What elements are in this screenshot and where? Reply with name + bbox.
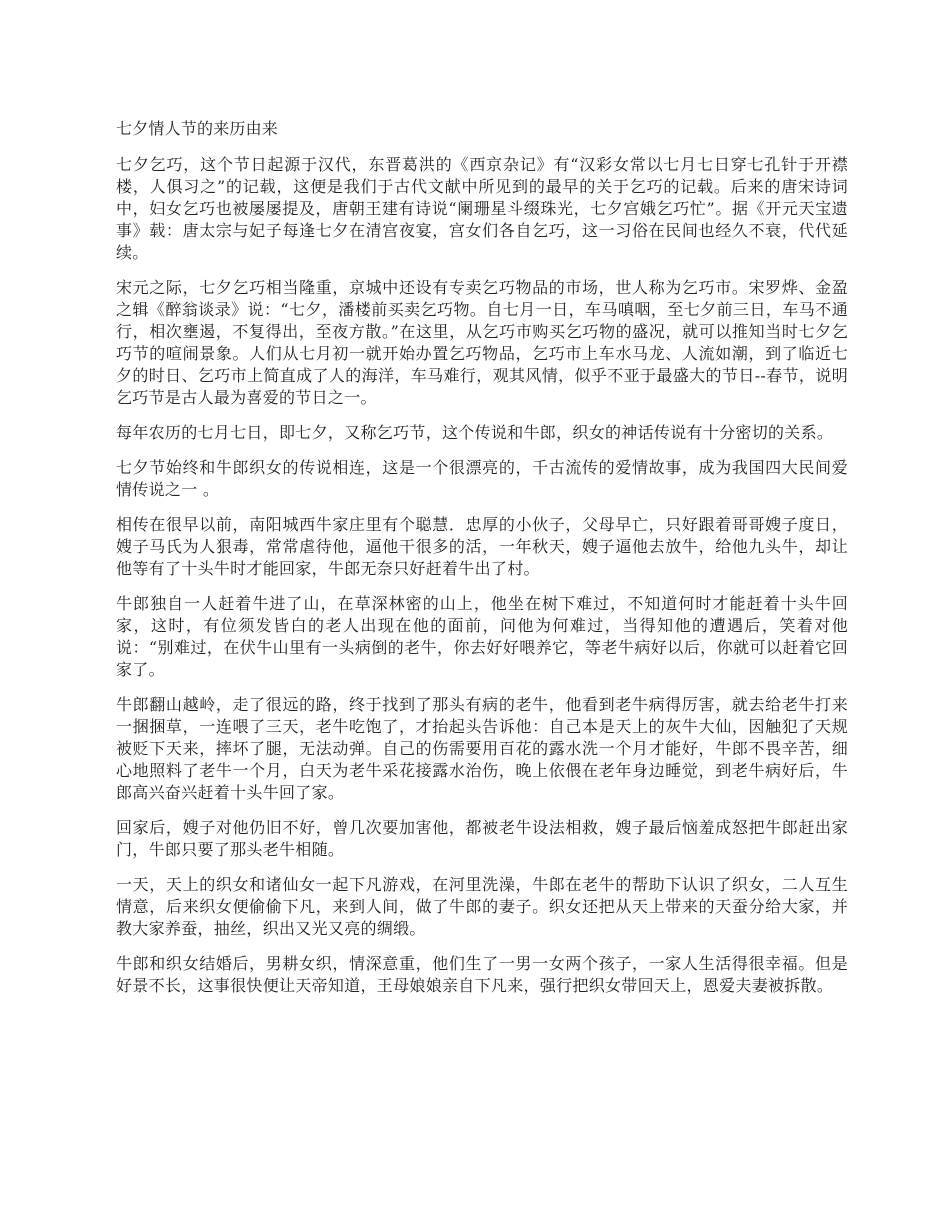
paragraph: 牛郎和织女结婚后，男耕女织，情深意重，他们生了一男一女两个孩子，一家人生活得很幸福。但是好景不长，这事很快便让天帝知道，王母娘娘亲自下凡来，强行把织女带回天上，恩爱夫妻被拆散。 (116, 954, 848, 995)
paragraph: 七夕节始终和牛郎织女的传说相连，这是一个很漂亮的，千古流传的爱情故事，成为我国四大民间爱情传说之一 。 (116, 458, 848, 499)
paragraph: 牛郎翻山越岭，走了很远的路，终于找到了那头有病的老牛，他看到老牛病得厉害，就去给老牛打来一捆捆草，一连喂了三天，老牛吃饱了，才抬起头告诉他：自己本是天上的灰牛大仙，因触犯了天规被贬下天来，摔坏了腿，无法动弹。自己的伤需要用百花的露水洗一个月才能好，牛郎不畏辛苦，细心地照料了老牛一个月，白天为老牛采花接露水治伤，晚上依偎在老年身边睡觉，到老牛病好后，牛郎高兴奋兴赶着十头牛回了家。 (116, 695, 848, 802)
document-page (116, 118, 848, 1010)
paragraph: 七夕乞巧，这个节日起源于汉代，东晋葛洪的《西京杂记》有“汉彩女常以七月七日穿七孔针于开襟楼，人俱习之”的记载，这便是我们于古代文献中所见到的最早的关于乞巧的记载。后来的唐宋诗词中，妇女乞巧也被屡屡提及，唐朝王建有诗说“阑珊星斗缀珠光，七夕宫娥乞巧忙”。据《开元天宝遗事》载：唐太宗与妃子每逢七夕在清宫夜宴，宫女们各自乞巧，这一习俗在民间也经久不衰，代代延续。 (116, 155, 848, 262)
paragraph: 宋元之际，七夕乞巧相当隆重，京城中还设有专卖乞巧物品的市场，世人称为乞巧市。宋罗烨、金盈之辑《醉翁谈录》说：“七夕，潘楼前买卖乞巧物。自七月一日，车马嗔咽，至七夕前三日，车马不通行，相次壅遏，不复得出，至夜方散。”在这里，从乞巧市购买乞巧物的盛况，就可以推知当时七夕乞巧节的喧闹景象。人们从七月初一就开始办置乞巧物品，乞巧市上车水马龙、人流如潮，到了临近七夕的时日、乞巧市上简直成了人的海洋，车马难行，观其风情，似乎不亚于最盛大的节日--春节，说明乞巧节是古人最为喜爱的节日之一。 (116, 278, 848, 407)
document-title: 七夕情人节的来历由来 (116, 119, 279, 138)
paragraph: 牛郎独自一人赶着牛进了山，在草深林密的山上，他坐在树下难过，不知道何时才能赶着十头牛回家，这时，有位须发皆白的老人出现在他的面前，问他为何难过，当得知他的遭遇后，笑着对他说：“别难过，在伏牛山里有一头病倒的老牛，你去好好喂养它，等老牛病好以后，你就可以赶着它回家了。 (116, 594, 848, 679)
paragraph: 一天，天上的织女和诸仙女一起下凡游戏，在河里洗澡，牛郎在老牛的帮助下认识了织女，二人互生情意，后来织女便偷偷下凡，来到人间，做了牛郎的妻子。织女还把从天上带来的天蚕分给大家，并教大家养蚕，抽丝，织出又光又亮的绸缎。 (116, 875, 848, 938)
paragraph: 回家后，嫂子对他仍旧不好，曾几次要加害他，都被老牛设法相救，嫂子最后恼羞成怒把牛郎赶出家门，牛郎只要了那头老牛相随。 (116, 818, 848, 859)
paragraph: 每年农历的七月七日，即七夕，又称乞巧节，这个传说和牛郎，织女的神话传说有十分密切的关系。 (116, 423, 834, 442)
paragraph: 相传在很早以前，南阳城西牛家庄里有个聪慧．忠厚的小伙子，父母早亡，只好跟着哥哥嫂子度日，嫂子马氏为人狠毒，常常虐待他，逼他干很多的活，一年秋天，嫂子逼他去放牛，给他九头牛，却让他等有了十头牛时才能回家，牛郎无奈只好赶着牛出了村。 (116, 515, 848, 578)
